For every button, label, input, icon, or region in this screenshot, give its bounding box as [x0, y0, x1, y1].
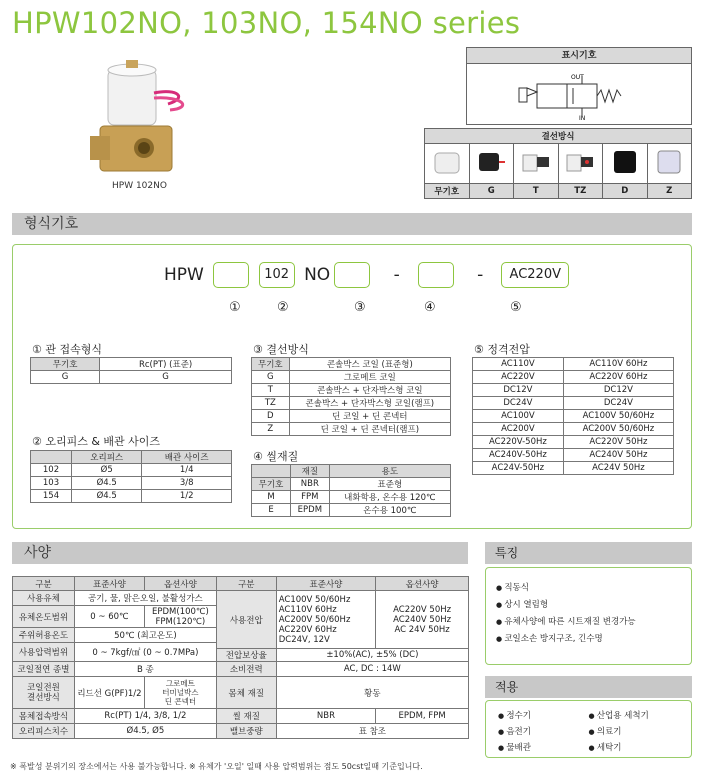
- code-num-3: ③: [354, 300, 366, 315]
- code-num-5: ⑤: [510, 300, 522, 315]
- features-box: [485, 567, 692, 665]
- spec-table: 구분 표준사양 옵션사양 구분 표준사양 옵션사양 사용유체 공기, 물, 맑은오일, 불활성가스 사용전압 AC100V 50/60Hz AC110V 60Hz AC200V 50/60Hz AC220V 60Hz DC24V, 12V AC220V 50Hz AC240V 50Hz AC 24V 50Hz 유체온도범위 0 ~ 60℃ EPDM(100℃) FPM(120℃) 주위허용온도 50℃ (최고온도) 사용압력범위 0 ~ 7kgf/㎠ (0 ~ 0.7MPa) 전압보상율 ±10%(AC), ±5% (DC) 코일절연 종별 B 종 소비전력 AC, DC : 14W 코일전원 결선방식 리드선 G(PF)1/2 그로메트 터미널박스 딘 콘넥터 몸체 재질 황동 몸체접속방식 Rc(PT) 1/4, 3/8, 1/2 씰 재질 NBR EPDM, FPM 오리피스치수 Ø4.5, Ø5 밸브중량 표 참조: [12, 576, 469, 739]
- wiring-method-title: ③ 결선방식: [253, 343, 309, 356]
- symbol-box: [466, 47, 692, 125]
- code-sep: -: [477, 265, 484, 285]
- wiring-label: 무기호: [425, 184, 470, 199]
- code-num-1: ①: [229, 300, 241, 315]
- seal-table: 재질 용도 무기호 NBR 표준형 M FPM 내화학용, 온수용 120℃ E EPDM 온수용 100℃: [251, 464, 451, 517]
- code-field-3: [334, 262, 370, 288]
- voltage-title: ⑤ 정격전압: [474, 343, 530, 356]
- page-title: HPW102NO, 103NO, 154NO series: [12, 6, 521, 40]
- feature-item: ● 코일소손 방지구조, 긴수명: [496, 632, 681, 644]
- code-sep: -: [393, 265, 400, 285]
- section-model: 형식기호: [12, 213, 692, 235]
- wiring-method-table: 무기호 콘솔박스 코일 (표준형) G 그로메트 코일 T 콘솔박스 + 단자박스형 코일 TZ 콘솔박스 + 단자박스형 코일(램프) D 딘 코일 + 딘 콘넥터 Z 딘 코일 + 딘 콘넥터(램프): [251, 357, 451, 436]
- applications-heading: 적용: [485, 676, 692, 698]
- valve-symbol-icon: [467, 64, 691, 124]
- application-item: ● 물배관: [498, 741, 589, 753]
- application-item: ● 음전기: [498, 725, 589, 737]
- orifice-title: ② 오리피스 & 배관 사이즈: [32, 435, 161, 448]
- code-field-1: [213, 262, 249, 288]
- code-sep: NO: [304, 265, 331, 285]
- footnote: ※ 폭발성 분위기의 장소에서는 사용 불가능합니다. ※ 유체가 '오일' 일때 사용 압력범위는 점도 50cst일때 기준입니다.: [10, 762, 423, 771]
- code-prefix: HPW: [164, 265, 204, 285]
- wiring-img-standard: [425, 144, 470, 184]
- feature-item: ● 유체사양에 따른 시트재질 변경가능: [496, 615, 681, 627]
- wiring-img-g: [469, 144, 514, 184]
- code-num-4: ④: [424, 300, 436, 315]
- wiring-label: T: [514, 184, 559, 199]
- applications-box: [485, 700, 692, 758]
- code-field-4: [418, 262, 454, 288]
- model-code-row: [160, 262, 569, 288]
- application-item: ● 산업용 세척기: [589, 709, 680, 721]
- wiring-img-t: [514, 144, 559, 184]
- wiring-img-z: [647, 144, 692, 184]
- pipe-connection-table: 무기호 Rc(PT) (표준) G G: [30, 357, 232, 384]
- code-field-2: 102: [259, 262, 295, 288]
- symbol-heading: 표시기호: [467, 48, 691, 64]
- wiring-type-table: [424, 128, 692, 199]
- application-item: ● 세탁기: [589, 741, 680, 753]
- pipe-connection-title: ① 관 접속형식: [32, 343, 102, 356]
- product-caption: HPW 102NO: [112, 181, 167, 191]
- wiring-label: Z: [647, 184, 692, 199]
- out-label: OUT: [571, 74, 584, 81]
- wiring-label: D: [603, 184, 648, 199]
- code-num-2: ②: [277, 300, 289, 315]
- code-field-5: AC220V: [501, 262, 569, 288]
- seal-title: ④ 씰재질: [253, 450, 299, 463]
- voltage-table: AC110V AC110V 60Hz AC220V AC220V 60Hz DC12V DC12V DC24V DC24V AC100V AC100V 50/60Hz AC200V AC200V 50/60Hz AC220V-50Hz AC220V 50Hz AC240V-50Hz AC240V 50Hz AC24V-50Hz AC24V 50Hz: [472, 357, 674, 475]
- feature-item: ● 상시 열림형: [496, 598, 681, 610]
- in-label: IN: [579, 115, 586, 122]
- application-item: ● 정수기: [498, 709, 589, 721]
- wiring-img-d: [603, 144, 648, 184]
- wiring-img-tz: [558, 144, 603, 184]
- section-spec: 사양: [12, 542, 468, 564]
- wiring-label: TZ: [558, 184, 603, 199]
- application-item: ● 의료기: [589, 725, 680, 737]
- features-heading: 특징: [485, 542, 692, 564]
- wiring-heading: 결선방식: [425, 129, 692, 144]
- feature-item: ● 직동식: [496, 581, 681, 593]
- wiring-label: G: [469, 184, 514, 199]
- orifice-table: 오리피스 배관 사이즈 102 Ø5 1/4 103 Ø4.5 3/8 154 Ø4.5 1/2: [30, 450, 232, 503]
- solenoid-valve-image: [88, 58, 228, 178]
